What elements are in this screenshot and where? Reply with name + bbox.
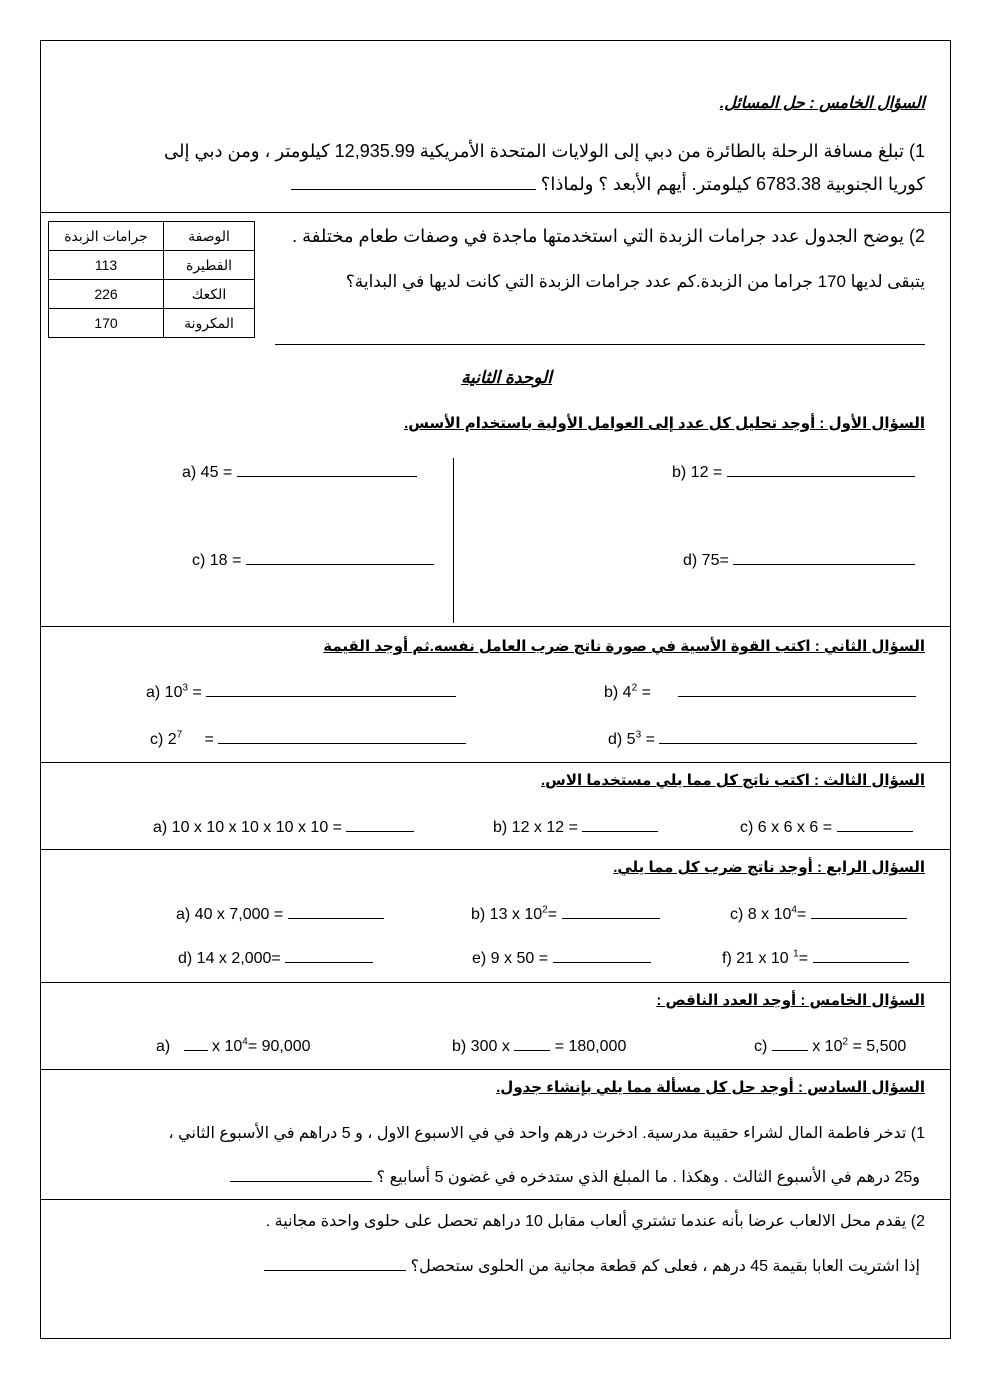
q5-item-a [156, 1036, 311, 1056]
table-header: الوصفة [164, 222, 255, 251]
q4-exponent: 1 [793, 948, 799, 960]
q5-problem1-line2 [291, 174, 925, 195]
q2-base: b) 4 [604, 684, 632, 701]
q1-item-b-text: b) 12 = [672, 464, 723, 481]
unit1-q5-heading: السؤال الخامس : حل المسائل. [719, 95, 925, 112]
table-cell: 170 [49, 309, 164, 338]
q3-item-text: c) 6 x 6 x 6 = [740, 819, 833, 836]
q5-problem2-line2: يتبقى لديها 170 جراما من الزبدة.كم عدد جرامات الزبدة التي كانت لديها في البداية؟ [345, 272, 925, 291]
answer-blank[interactable] [237, 462, 417, 477]
answer-blank[interactable] [285, 948, 373, 963]
q4-item-text: f) 21 x 10 [722, 950, 794, 967]
table-cell: 113 [49, 251, 164, 280]
q6-problem1-line2 [230, 1167, 920, 1187]
q4-heading: السؤال الرابع : أوجد ناتج ضرب كل مما يلي. [613, 859, 925, 876]
q3-item-a [153, 817, 414, 837]
q2-item-a [146, 682, 456, 702]
q6-problem2-line2 [264, 1256, 920, 1276]
q3-item-b [493, 817, 658, 837]
q1-item-b [672, 462, 915, 482]
q2-equals: = [182, 731, 214, 748]
q5-item-b [452, 1036, 626, 1056]
q2-exponent: 3 [182, 682, 189, 694]
answer-blank[interactable] [582, 817, 658, 832]
divider [41, 982, 951, 983]
answer-blank[interactable] [218, 729, 466, 744]
answer-blank[interactable] [288, 904, 384, 919]
q2-base: c) 2 [150, 731, 177, 748]
q4-equals: = [796, 906, 807, 923]
table-row [49, 280, 255, 309]
q6-problem2-line1: 2) يقدم محل الالعاب عرضا بأنه عندما تشتري ألعاب مقابل 10 دراهم تحصل على حلوى واحدة مجانية . [265, 1213, 925, 1230]
q6-problem1-line2-text: و25 درهم في الأسبوع الثالث . وهكذا . ما المبلغ الذي ستدخره في غضون 5 أسابيع ؟ [376, 1169, 920, 1186]
q4-item-c [730, 904, 907, 924]
q3-item-c [740, 817, 913, 837]
divider [41, 626, 951, 627]
answer-blank[interactable] [813, 948, 909, 963]
q5-result: = 180,000 [554, 1038, 627, 1055]
q4-item-d [178, 948, 373, 968]
table-row [49, 309, 255, 338]
q1-item-c [192, 550, 434, 570]
divider [41, 762, 951, 763]
q2-item-d [608, 729, 917, 749]
q4-equals: = [547, 906, 558, 923]
answer-blank[interactable] [733, 550, 915, 565]
table-header-row [49, 222, 255, 251]
q3-item-text: b) 12 x 12 = [493, 819, 578, 836]
q1-item-c-text: c) 18 = [192, 552, 242, 569]
q4-item-f [722, 948, 909, 968]
q5-heading: السؤال الخامس : أوجد العدد الناقص : [656, 992, 925, 1009]
q4-item-a [176, 904, 384, 924]
q4-exponent: 4 [791, 904, 797, 916]
q2-exponent: 2 [631, 682, 638, 694]
q5-result: = 5,500 [848, 1038, 907, 1055]
q5-problem1-line1: 1) تبلغ مسافة الرحلة بالطائرة من دبي إلى الولايات المتحدة الأمريكية 12,935.99 كيلومتر ، ومن دبي إلى [164, 141, 925, 161]
divider [41, 849, 951, 850]
butter-table [48, 221, 255, 338]
q1-item-d-text: d) 75= [683, 552, 729, 569]
q1-item-d [683, 550, 915, 570]
divider [41, 1069, 951, 1070]
q4-item-e [472, 948, 651, 968]
q6-problem1-line1: 1) تدخر فاطمة المال لشراء حقيبة مدرسية. ادخرت درهم واحد في في الاسبوع الاول ، و 5 دراهم في الأسبوع الثاني ، [168, 1125, 925, 1142]
answer-line[interactable] [275, 344, 925, 345]
answer-blank[interactable] [811, 904, 907, 919]
answer-blank[interactable] [206, 682, 456, 697]
q5-label: c) [754, 1038, 768, 1055]
answer-blank[interactable] [184, 1036, 208, 1051]
answer-blank[interactable] [246, 550, 434, 565]
unit2-title: الوحدة الثانية [461, 368, 552, 387]
answer-blank[interactable] [264, 1256, 406, 1271]
table-row [49, 251, 255, 280]
q2-base: a) 10 [146, 684, 183, 701]
q5-factor: x 10 [212, 1038, 243, 1055]
answer-blank[interactable] [553, 948, 651, 963]
q6-problem2-line2-text: إذا اشتريت العابا بقيمة 45 درهم ، فعلى كم قطعة مجانية من الحلوى ستحصل؟ [410, 1258, 920, 1275]
q2-equals: = [637, 684, 651, 701]
answer-blank[interactable] [772, 1036, 808, 1051]
answer-blank[interactable] [514, 1036, 550, 1051]
q4-item-text: a) 40 x 7,000 = [176, 906, 284, 923]
answer-blank[interactable] [678, 682, 916, 697]
q5-exponent: 2 [842, 1036, 849, 1048]
q5-item-c [754, 1036, 906, 1056]
q3-heading: السؤال الثالث : اكتب ناتج كل مما يلي مستخدما الاس. [541, 772, 925, 789]
q5-exponent: 4 [242, 1036, 248, 1048]
answer-blank[interactable] [837, 817, 913, 832]
q2-item-c [150, 729, 466, 749]
table-header: جرامات الزبدة [49, 222, 164, 251]
q1-heading: السؤال الأول : أوجد تحليل كل عدد إلى العوامل الأولية باستخدام الأسس. [404, 415, 925, 432]
q2-equals: = [188, 684, 202, 701]
answer-blank[interactable] [562, 904, 660, 919]
q5-problem2-line1: 2) يوضح الجدول عدد جرامات الزبدة التي استخدمتها ماجدة في وصفات طعام مختلفة . [292, 226, 925, 246]
q5-result: = 90,000 [247, 1038, 311, 1055]
q6-heading: السؤال السادس : أوجد حل كل مسألة مما يلي بإنشاء جدول. [496, 1079, 925, 1096]
table-cell: الكعك [164, 280, 255, 309]
q2-equals: = [641, 731, 655, 748]
q2-base: d) 5 [608, 731, 636, 748]
q1-item-a-text: a) 45 = [182, 464, 233, 481]
q4-item-text: e) 9 x 50 = [472, 950, 549, 967]
q5-factor: x 10 [812, 1038, 843, 1055]
q2-heading: السؤال الثاني : اكتب القوة الأسية في صورة ناتج ضرب العامل نفسه.ثم أوجد القيمة [323, 638, 925, 655]
q5-label: a) [156, 1038, 171, 1055]
q5-label: b) 300 x [452, 1038, 510, 1055]
q4-exponent: 2 [542, 904, 548, 916]
q4-item-text: b) 13 x 10 [471, 906, 543, 923]
q4-item-text: c) 8 x 10 [730, 906, 792, 923]
column-divider [453, 458, 454, 623]
table-cell: المكرونة [164, 309, 255, 338]
table-cell: الفطيرة [164, 251, 255, 280]
q4-equals: = [798, 950, 809, 967]
table-cell: 226 [49, 280, 164, 309]
q2-exponent: 7 [176, 729, 183, 741]
q3-item-text: a) 10 x 10 x 10 x 10 x 10 = [153, 819, 343, 836]
answer-blank[interactable] [291, 175, 536, 190]
q4-item-text: d) 14 x 2,000= [178, 950, 281, 967]
q2-item-b [604, 682, 916, 702]
answer-blank[interactable] [659, 729, 917, 744]
divider [41, 212, 951, 213]
q2-exponent: 3 [635, 729, 642, 741]
answer-blank[interactable] [346, 817, 414, 832]
answer-blank[interactable] [727, 462, 915, 477]
divider [41, 1199, 951, 1200]
q5-problem1-line2-text: كوريا الجنوبية 6783.38 كيلومتر. أيهم الأبعد ؟ ولماذا؟ [540, 174, 925, 194]
q1-item-a [182, 462, 417, 482]
answer-blank[interactable] [230, 1167, 372, 1182]
q4-item-b [471, 904, 660, 924]
